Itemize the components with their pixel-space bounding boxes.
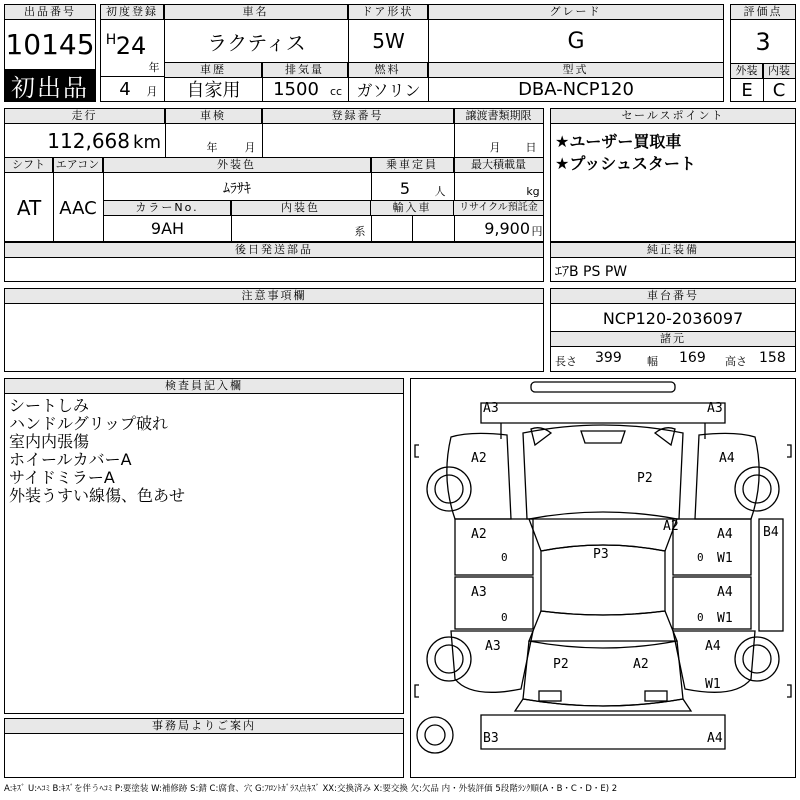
displacement-unit: cc bbox=[329, 84, 343, 98]
mark-left-rear-door: A3 bbox=[471, 585, 487, 600]
office-notice-label: 事務局よりご案内 bbox=[5, 719, 403, 734]
caution-label: 注意事項欄 bbox=[5, 289, 543, 304]
fuel-label: 燃料 bbox=[348, 63, 428, 78]
grade-value: G bbox=[567, 28, 585, 54]
mark-right-rear-door: A4 bbox=[717, 585, 733, 600]
model-label: 型式 bbox=[428, 63, 723, 78]
mark-rear-bumper-right: A4 bbox=[707, 731, 723, 746]
recycle-value: 9,900 bbox=[484, 219, 530, 238]
mark-right-rear-repair: W1 bbox=[705, 677, 721, 692]
first-reg-year: 24 bbox=[115, 32, 147, 60]
listing-number-box bbox=[4, 4, 96, 102]
transfer-month-unit: 月 bbox=[489, 141, 501, 154]
first-reg-month: 4 bbox=[119, 78, 131, 100]
height-label: 高さ bbox=[725, 355, 747, 368]
first-reg-month-unit: 月 bbox=[146, 85, 158, 98]
car-outline-diagram bbox=[411, 379, 795, 777]
car-name: ラクティス bbox=[207, 30, 306, 55]
sales-point-1: ★ユーザー買取車 bbox=[555, 132, 682, 151]
width-label: 幅 bbox=[647, 355, 658, 368]
mark-right-quarter: A4 bbox=[705, 639, 721, 654]
first-reg-label: 初度登録 bbox=[101, 5, 164, 20]
exterior-grade: E bbox=[741, 79, 753, 101]
chassis-box bbox=[550, 288, 796, 372]
load-label: 最大積載量 bbox=[454, 158, 543, 173]
inspector-line-2: ハンドルグリップ破れ bbox=[9, 414, 169, 433]
later-parts-label: 後日発送部品 bbox=[5, 243, 543, 258]
height-value: 158 bbox=[759, 350, 786, 366]
inspector-line-4: ホイールカバーA bbox=[9, 450, 132, 469]
length-value: 399 bbox=[595, 350, 622, 366]
specs-label: 諸元 bbox=[551, 331, 795, 347]
score-label: 評価点 bbox=[731, 5, 795, 20]
int-color-label: 内装色 bbox=[231, 201, 371, 216]
color-no-value: 9AH bbox=[150, 219, 185, 238]
transfer-day-unit: 日 bbox=[525, 141, 537, 154]
inspection-label: 車検 bbox=[165, 109, 262, 124]
listing-number: 10145 bbox=[5, 27, 95, 61]
shift-value: AT bbox=[16, 196, 42, 220]
chassis-label: 車台番号 bbox=[551, 289, 795, 304]
mileage-label: 走行 bbox=[5, 109, 165, 124]
car-name-label: 車名 bbox=[164, 5, 348, 20]
mark-right-rear-door-repair: W1 bbox=[717, 611, 733, 626]
mark-zero-right-2: 0 bbox=[697, 611, 704, 624]
grade-label: グレード bbox=[428, 5, 723, 20]
chassis-value: NCP120-2036097 bbox=[602, 308, 744, 328]
sales-points-label: セールスポイント bbox=[551, 109, 795, 124]
equipment-box bbox=[550, 242, 796, 282]
shift-label: シフト bbox=[5, 158, 53, 173]
mileage-value: 112,668 bbox=[47, 129, 130, 153]
mark-front-fender-left: A2 bbox=[471, 451, 487, 466]
door-type: 5W bbox=[372, 29, 405, 53]
interior-label: 内装 bbox=[763, 64, 795, 79]
length-label: 長さ bbox=[555, 355, 577, 368]
caution-box bbox=[4, 288, 544, 372]
inspector-line-1: シートしみ bbox=[9, 396, 90, 415]
door-label: ドア形状 bbox=[348, 5, 428, 20]
import-label: 輸入車 bbox=[371, 201, 454, 216]
capacity-unit: 人 bbox=[434, 185, 446, 198]
score-value: 3 bbox=[755, 28, 771, 56]
inspector-line-3: 室内内張傷 bbox=[9, 432, 90, 451]
color-no-label: カラーNo. bbox=[104, 201, 231, 216]
reg-no-label: 登録番号 bbox=[262, 109, 454, 124]
inspector-box bbox=[4, 378, 404, 714]
fuel-value: ガソリン bbox=[356, 80, 421, 100]
recycle-unit: 円 bbox=[531, 225, 543, 238]
mark-zero-left-1: 0 bbox=[501, 551, 508, 564]
capacity-label: 乗車定員 bbox=[371, 158, 454, 173]
score-box bbox=[730, 4, 796, 102]
mark-right-pillar: A2 bbox=[663, 519, 679, 534]
sales-points-box bbox=[550, 108, 796, 242]
exterior-label: 外装 bbox=[731, 64, 763, 79]
inspector-label: 検査員記入欄 bbox=[5, 379, 403, 394]
color-value: ﾑﾗｻｷ bbox=[223, 181, 251, 197]
int-color-unit: 系 bbox=[354, 225, 366, 238]
mark-rear-bumper-left: B3 bbox=[483, 731, 499, 746]
displacement-label: 排気量 bbox=[262, 63, 348, 78]
legend-text: A:ｷｽﾞ U:ﾍｺﾐ B:ｷｽﾞを伴うﾍｺﾐ P:要塗装 W:補修跡 S:錆 C:腐食、穴 G:ﾌﾛﾝﾄｶﾞﾗｽ点ｷｽﾞ XX:交換済み X:要交換 欠:欠品 内・外装評価 5段階ﾗﾝｸ順(A・B・C・D・E) 2 bbox=[4, 784, 618, 794]
history-label: 車歴 bbox=[165, 63, 262, 78]
first-listing-badge: 初出品 bbox=[5, 69, 95, 101]
interior-grade: C bbox=[772, 79, 786, 101]
width-value: 169 bbox=[679, 350, 706, 366]
transfer-label: 譲渡書類期限 bbox=[454, 109, 543, 124]
model-value: DBA-NCP120 bbox=[518, 78, 634, 100]
mark-front-bumper-right: A3 bbox=[707, 401, 723, 416]
equipment-label: 純正装備 bbox=[551, 243, 795, 258]
office-notice-box bbox=[4, 718, 404, 778]
load-unit: kg bbox=[526, 184, 540, 198]
mark-zero-right-1: 0 bbox=[697, 551, 704, 564]
damage-diagram bbox=[410, 378, 796, 778]
mark-right-step: B4 bbox=[763, 525, 779, 540]
inspector-line-6: 外装うすい線傷、色あせ bbox=[9, 486, 186, 505]
mark-trunk-right: A2 bbox=[633, 657, 649, 672]
equipment-value: ｴｱB PS PW bbox=[555, 264, 628, 280]
displacement-value: 1500 bbox=[273, 78, 319, 100]
ac-label: エアコン bbox=[53, 158, 103, 173]
inspection-year-unit: 年 bbox=[206, 141, 218, 154]
inspector-line-5: サイドミラーA bbox=[9, 468, 115, 487]
mark-left-quarter: A3 bbox=[485, 639, 501, 654]
mark-right-front-door-repair: W1 bbox=[717, 551, 733, 566]
capacity-value: 5 bbox=[399, 178, 411, 198]
color-label: 外装色 bbox=[103, 158, 371, 173]
ac-value: AAC bbox=[59, 197, 97, 219]
mark-front-fender-right: A4 bbox=[719, 451, 735, 466]
inspection-month-unit: 月 bbox=[244, 141, 256, 154]
later-parts-box bbox=[4, 242, 544, 282]
mark-front-bumper-left: A3 bbox=[483, 401, 499, 416]
history-value: 自家用 bbox=[186, 80, 241, 101]
mileage-unit: km bbox=[133, 131, 161, 153]
sales-point-2: ★プッシュスタート bbox=[555, 154, 696, 173]
mark-trunk-left: P2 bbox=[553, 657, 569, 672]
recycle-label: リサイクル預託金 bbox=[454, 201, 543, 216]
mark-right-front-door: A4 bbox=[717, 527, 733, 542]
first-reg-year-unit: 年 bbox=[148, 61, 160, 74]
listing-number-label: 出品番号 bbox=[5, 5, 95, 20]
mark-roof: P3 bbox=[593, 547, 609, 562]
first-reg-era: H bbox=[105, 32, 117, 48]
mark-zero-left-2: 0 bbox=[501, 611, 508, 624]
mark-hood: P2 bbox=[637, 471, 653, 486]
mark-left-front-door: A2 bbox=[471, 527, 487, 542]
